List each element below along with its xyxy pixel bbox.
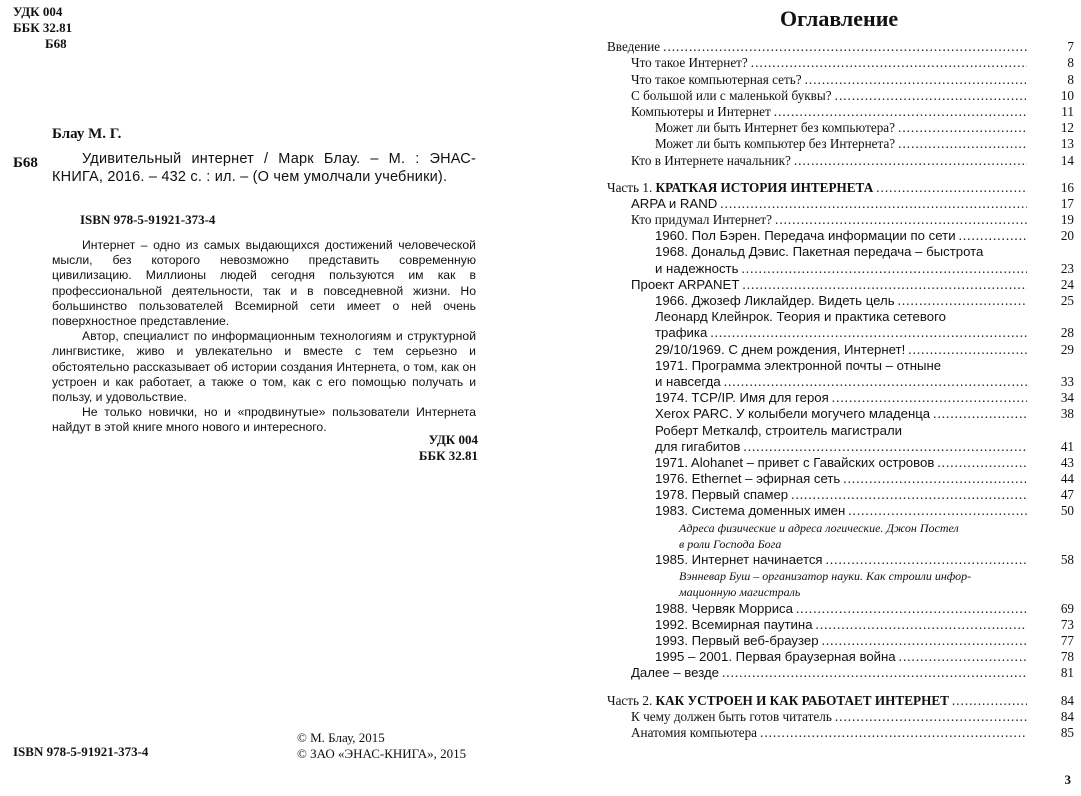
toc-leader-dots (848, 503, 1027, 519)
toc-entry[interactable] (607, 471, 1074, 487)
toc-page-number: 43 (1060, 454, 1074, 470)
toc-entry[interactable] (607, 341, 1074, 357)
toc-entry-label: Анатомия компьютера (631, 724, 758, 740)
toc-entry[interactable] (607, 228, 1074, 244)
udk-right-block (360, 432, 478, 464)
toc-leader-dots (937, 455, 1027, 471)
toc-page-number: 81 (1060, 665, 1074, 681)
author-name: Блау М. Г. (52, 126, 122, 142)
toc-entry[interactable] (607, 455, 1074, 471)
toc-leader-dots (822, 633, 1027, 649)
toc-entry-label: трафика (655, 325, 708, 341)
toc-entry[interactable] (607, 309, 1074, 325)
toc-entry-label: 1995 – 2001. Первая браузерная война (655, 649, 896, 665)
toc-entry-label: Кто в Интернете начальник? (631, 152, 791, 168)
toc-page-number: 23 (1060, 260, 1074, 276)
toc-leader-dots (743, 439, 1027, 455)
toc-leader-dots (663, 39, 1027, 55)
toc-page-number: 47 (1060, 487, 1074, 503)
toc-leader-dots (722, 665, 1027, 681)
toc-entry-label: 1993. Первый веб-браузер (655, 632, 819, 648)
toc-page-number: 10 (1060, 87, 1074, 103)
bibliographic-description: Удивительный интернет / Марк Блау. – М. : ЭНАС-КНИГА, 2016. – 432 с. : ил. – (О чем умолчали учебники). (52, 151, 476, 185)
toc-page-number: 85 (1060, 724, 1074, 740)
toc-leader-dots (959, 228, 1027, 244)
toc-page-number: 24 (1060, 276, 1074, 292)
toc-entry[interactable] (607, 104, 1074, 120)
author-sign: Б68 (13, 155, 38, 171)
toc-leader-dots (751, 55, 1027, 71)
toc-entry[interactable] (607, 196, 1074, 212)
toc-leader-dots (899, 649, 1027, 665)
toc-entry-label: ARPA и RAND (631, 195, 718, 211)
toc-leader-dots (816, 617, 1027, 633)
toc-entry[interactable] (607, 649, 1074, 665)
author-mark: Б68 (45, 36, 67, 51)
imprint-page (0, 0, 520, 796)
toc-entry[interactable] (607, 617, 1074, 633)
toc-entry-label: Роберт Меткалф, строитель магистрали (655, 422, 903, 438)
toc-entry[interactable] (607, 120, 1074, 136)
toc-entry-label: Что такое компьютерная сеть? (631, 71, 802, 87)
toc-page-number: 19 (1060, 212, 1074, 228)
toc-page-number: 8 (1067, 55, 1074, 71)
toc-page-number: 73 (1060, 616, 1074, 632)
toc-entry-label (607, 693, 949, 709)
toc-entry-label: Адреса физические и адреса логические. Джон Постел (679, 520, 959, 535)
toc-list (607, 39, 1074, 741)
toc-part-entry[interactable] (607, 692, 1074, 708)
toc-entry[interactable] (607, 39, 1074, 55)
toc-leader-dots (805, 72, 1027, 88)
toc-page-number: 13 (1060, 136, 1074, 152)
toc-gap (607, 681, 1074, 692)
toc-part-title: КРАТКАЯ ИСТОРИЯ ИНТЕРНЕТА (655, 179, 874, 195)
toc-entry[interactable] (607, 600, 1074, 616)
copyright-line: © М. Блау, 2015 (297, 730, 385, 745)
toc-entry-label: 1960. Пол Бэрен. Передача информации по сети (655, 228, 956, 244)
toc-entry-label: Введение (607, 39, 661, 55)
toc-leader-dots (952, 693, 1027, 709)
toc-part-number: Часть 1. (607, 179, 653, 195)
toc-entry[interactable] (607, 277, 1074, 293)
toc-entry[interactable] (607, 293, 1074, 309)
toc-leader-dots (794, 153, 1027, 169)
toc-entry-label: 1966. Джозеф Ликлайдер. Видеть цель (655, 293, 895, 308)
toc-leader-dots (741, 261, 1027, 277)
toc-part-number: Часть 2. (607, 692, 653, 708)
toc-page-number: 38 (1060, 406, 1074, 422)
toc-entry[interactable] (607, 390, 1074, 406)
toc-page-number: 44 (1060, 471, 1074, 487)
toc-page-number: 20 (1060, 228, 1074, 244)
toc-page-number: 12 (1060, 120, 1074, 136)
toc-leader-dots (832, 390, 1027, 406)
toc-entry-label: в роли Господа Бога (679, 536, 782, 551)
toc-leader-dots (760, 725, 1027, 741)
toc-entry[interactable] (607, 487, 1074, 503)
udk-code: УДК 004 (13, 4, 63, 19)
toc-page-number: 16 (1060, 179, 1074, 195)
toc-entry-label: 1971. Программа электронной почты – отныне (655, 357, 942, 373)
toc-page-number: 34 (1060, 390, 1074, 406)
annotation-paragraph: Интернет – одно из самых выдающихся достижений человеческой мысли, без которого невозможно представить современную цивилизацию. Миллионы людей сегодня пользуются им как в профессиональной деятельности, так и в повседневной жизни. Но большинство пользователей Всемирной сети имеет о ней очень поверхностное представление. (52, 238, 476, 329)
toc-entry[interactable] (607, 725, 1074, 741)
toc-entry[interactable] (607, 374, 1074, 390)
toc-leader-dots (843, 471, 1027, 487)
toc-entry-label: 1983. Система доменных имен (655, 503, 846, 519)
toc-leader-dots (933, 406, 1027, 422)
toc-leader-dots (898, 120, 1027, 136)
contents-page (540, 0, 1081, 796)
toc-entry-label: Может ли быть компьютер без Интернета? (655, 136, 896, 152)
toc-title: Оглавление (780, 6, 899, 31)
toc-entry[interactable] (607, 325, 1074, 341)
toc-entry[interactable] (607, 552, 1074, 568)
toc-entry[interactable] (607, 584, 1074, 600)
toc-entry[interactable] (607, 55, 1074, 71)
toc-entry-label: для гигабитов (655, 438, 741, 454)
toc-entry[interactable] (607, 568, 1074, 584)
isbn: ISBN 978-5-91921-373-4 (80, 212, 216, 227)
toc-entry-label: К чему должен быть готов читатель (631, 708, 832, 724)
toc-leader-dots (898, 293, 1027, 309)
toc-leader-dots (774, 104, 1027, 120)
toc-entry-label: 1968. Дональд Дэвис. Пакетная передача – быстрота (655, 244, 984, 260)
annotation (52, 238, 476, 436)
toc-leader-dots (720, 196, 1027, 212)
toc-page-number: 78 (1060, 649, 1074, 665)
toc-entry[interactable] (607, 212, 1074, 228)
toc-page-number: 84 (1060, 708, 1074, 724)
toc-entry-label: 1978. Первый спамер (655, 487, 789, 503)
toc-entry[interactable] (607, 503, 1074, 519)
toc-page-number: 41 (1060, 438, 1074, 454)
copyright (297, 730, 466, 762)
toc-entry[interactable] (607, 244, 1074, 260)
toc-page-number: 33 (1060, 373, 1074, 389)
toc-entry[interactable] (607, 88, 1074, 104)
toc-entry[interactable] (607, 422, 1074, 438)
toc-entry-label: 1974. TCP/IP. Имя для героя (655, 390, 829, 406)
toc-page-number: 28 (1060, 325, 1074, 341)
toc-page-number: 84 (1060, 692, 1074, 708)
toc-leader-dots (876, 180, 1027, 196)
bbk-code: ББК 32.81 (13, 20, 73, 35)
toc-entry-label: Далее – везде (631, 665, 719, 681)
toc-part-title: КАК УСТРОЕН И КАК РАБОТАЕТ ИНТЕРНЕТ (655, 692, 949, 708)
toc-page-number: 50 (1060, 503, 1074, 519)
toc-gap (607, 169, 1074, 180)
toc-page-number: 14 (1060, 152, 1074, 168)
toc-entry-label: 29/10/1969. С днем рождения, Интернет! (655, 341, 906, 357)
toc-leader-dots (710, 325, 1027, 341)
toc-entry[interactable] (607, 406, 1074, 422)
toc-page-number: 7 (1067, 39, 1074, 55)
toc-entry[interactable] (607, 633, 1074, 649)
toc-leader-dots (835, 88, 1027, 104)
toc-page-number: 58 (1060, 552, 1074, 567)
toc-entry[interactable] (607, 71, 1074, 87)
udk-top-block (13, 4, 72, 52)
toc-page-number: 25 (1060, 293, 1074, 308)
toc-leader-dots (775, 212, 1027, 228)
toc-entry-label: мационную магистраль (679, 585, 801, 600)
toc-page-number: 29 (1060, 341, 1074, 357)
toc-entry-label: Компьютеры и Интернет (631, 103, 771, 119)
toc-leader-dots (742, 277, 1027, 293)
toc-entry-label: Xerox PARC. У колыбели могучего младенца (655, 406, 931, 422)
toc-page-number: 69 (1060, 600, 1074, 616)
toc-entry[interactable] (607, 519, 1074, 535)
copyright-line: © ЗАО «ЭНАС-КНИГА», 2015 (297, 746, 467, 761)
toc-leader-dots (898, 136, 1027, 152)
toc-entry[interactable] (607, 665, 1074, 681)
toc-page-number: 8 (1067, 71, 1074, 87)
toc-entry[interactable] (607, 260, 1074, 276)
toc-entry-label: 1992. Всемирная паутина (655, 616, 813, 632)
toc-entry-label: 1988. Червяк Морриса (655, 600, 793, 616)
toc-entry-label: и навсегда (655, 373, 721, 389)
toc-leader-dots (796, 601, 1027, 617)
toc-entry-label: Вэнневар Буш – организатор науки. Как строили инфор- (679, 569, 972, 584)
page-number: 3 (1064, 772, 1071, 787)
toc-entry[interactable] (607, 709, 1074, 725)
toc-entry-label: и надежность (655, 260, 739, 276)
toc-entry-label: 1971. Alohanet – привет с Гавайских островов (655, 454, 935, 470)
toc-leader-dots (835, 709, 1027, 725)
toc-entry-label: Проект ARPANET (631, 276, 740, 292)
toc-entry-label: Леонард Клейнрок. Теория и практика сетевого (655, 309, 946, 325)
toc-leader-dots (908, 342, 1027, 358)
toc-part-entry[interactable] (607, 180, 1074, 196)
toc-leader-dots (826, 552, 1027, 568)
toc-leader-dots (791, 487, 1027, 503)
toc-entry-label: Что такое Интернет? (631, 55, 748, 71)
toc-entry-label: Может ли быть Интернет без компьютера? (655, 120, 896, 136)
udk-code: УДК 004 (428, 432, 478, 447)
toc-entry[interactable] (607, 536, 1074, 552)
toc-page-number: 77 (1060, 632, 1074, 648)
annotation-paragraph: Автор, специалист по информационным технологиям и структурной лингвистике, живо и увлекательно и вместе с тем серьезно и обстоятельно рассказывает об истории создания Интернета, о том, как он устроен и как работает, а также о том, как с его помощью получать и пользу, и удовольствие. (52, 329, 476, 405)
toc-entry-label: С большой или с маленькой буквы? (631, 87, 832, 103)
toc-entry[interactable] (607, 136, 1074, 152)
toc-entry-label (607, 180, 873, 196)
toc-page-number: 11 (1061, 103, 1074, 119)
toc-page-number: 17 (1060, 195, 1074, 211)
isbn-bottom: ISBN 978-5-91921-373-4 (13, 744, 149, 759)
toc-entry-label: 1976. Ethernet – эфирная сеть (655, 471, 841, 487)
toc-leader-dots (724, 374, 1027, 390)
toc-entry[interactable] (607, 152, 1074, 168)
bbk-code: ББК 32.81 (418, 448, 478, 463)
toc-entry[interactable] (607, 439, 1074, 455)
annotation-paragraph: Не только новички, но и «продвинутые» пользователи Интернета найдут в этой книге много нового и интересного. (52, 405, 476, 435)
toc-entry-label: Кто придумал Интернет? (631, 212, 773, 228)
toc-entry-label: 1985. Интернет начинается (655, 552, 823, 567)
toc-entry[interactable] (607, 358, 1074, 374)
